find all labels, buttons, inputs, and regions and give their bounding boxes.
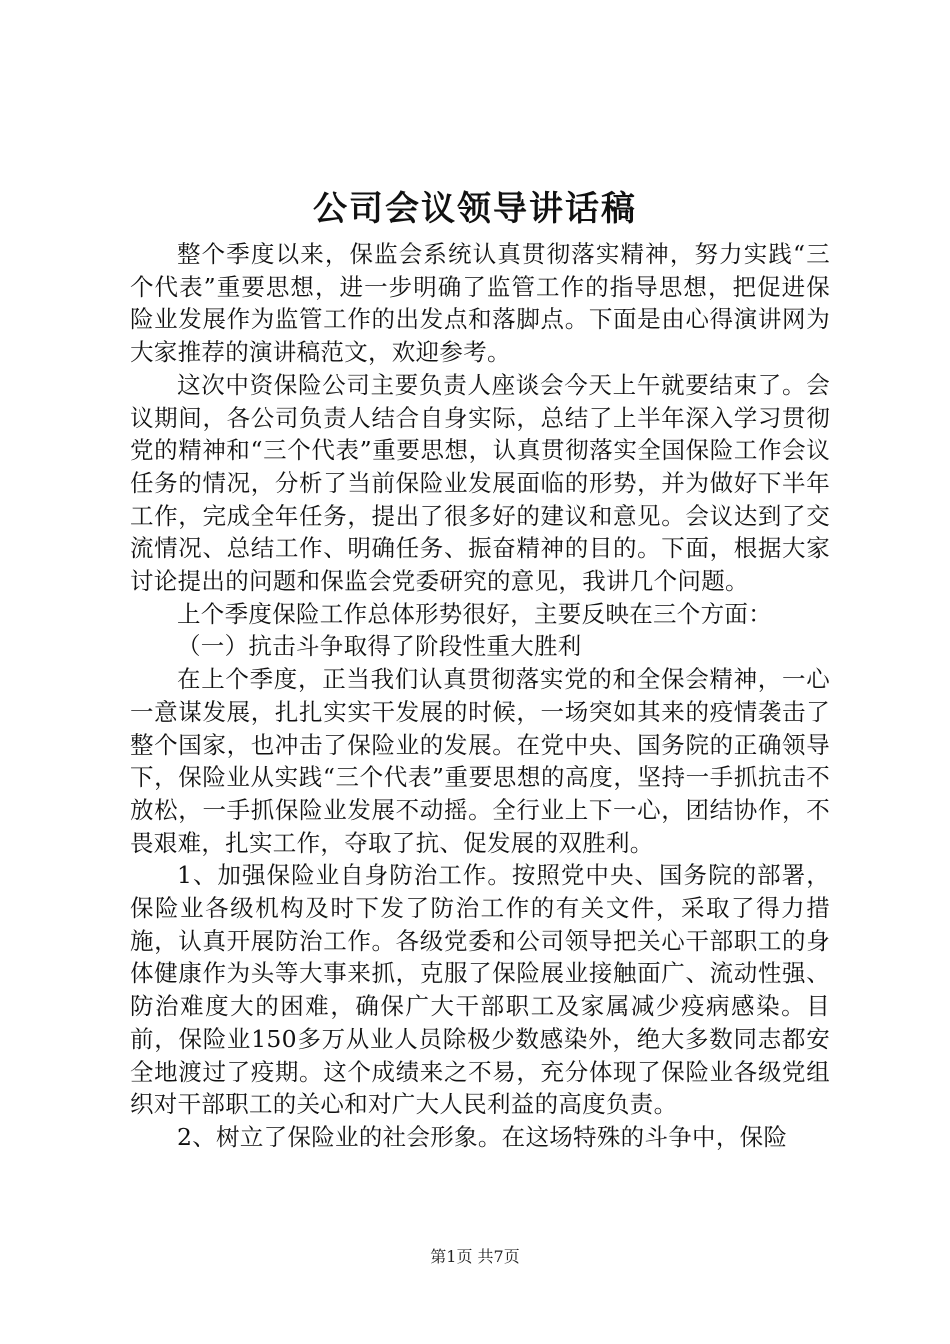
paragraph-overview: 上个季度保险工作总体形势很好，主要反映在三个方面： (177, 599, 772, 628)
paragraph-point-1: 1、加强保险业自身防治工作。按照党中央、国务院的部署，保险业各级机构及时下发了防治工作的有关文件，采取了得力措施，认真开展防治工作。各级党委和公司领导把关心干部职工的身体健康作为头等大事来抓，克服了保险展业接触面广、流动性强、防治难度大的困难，确保广大干部职工及家属减少疫病感染。目前，保险业150多万从业人员除极少数感染外，绝大多数同志都安全地渡过了疫期。这个成绩来之不易，充分体现了保险业各级党组织对干部职工的关心和对广大人民利益的高度负责。 (130, 861, 830, 1119)
document-body (130, 238, 830, 1154)
paragraph-meeting-summary: 这次中资保险公司主要负责人座谈会今天上午就要结束了。会议期间，各公司负责人结合自身实际，总结了上半年深入学习贯彻党的精神和“三个代表”重要思想，认真贯彻落实全国保险工作会议任务的情况，分析了当前保险业发展面临的形势，并为做好下半年工作，完成全年任务，提出了很多好的建议和意见。会议达到了交流情况、总结工作、明确任务、振奋精神的目的。下面，根据大家讨论提出的问题和保监会党委研究的意见，我讲几个问题。 (130, 370, 830, 596)
page-footer: 第1页 共7页 (430, 1247, 520, 1266)
document-title: 公司会议领导讲话稿 (313, 189, 637, 229)
paragraph-intro: 整个季度以来，保监会系统认真贯彻落实精神，努力实践“三个代表”重要思想，进一步明确了监管工作的指导思想，把促进保险业发展作为监管工作的出发点和落脚点。下面是由心得演讲网为大家推荐的演讲稿范文，欢迎参考。 (130, 240, 830, 367)
paragraph-point-2: 2、树立了保险业的社会形象。在这场特殊的斗争中，保险 (177, 1122, 788, 1151)
section-heading-1: （一）抗击斗争取得了阶段性重大胜利 (177, 632, 582, 661)
paragraph-section-1: 在上个季度，正当我们认真贯彻落实党的和全保会精神，一心一意谋发展，扎扎实实干发展的时候，一场突如其来的疫情袭击了整个国家，也冲击了保险业的发展。在党中央、国务院的正确领导下，保险业从实践“三个代表”重要思想的高度，坚持一手抓抗击不放松，一手抓保险业发展不动摇。全行业上下一心，团结协作，不畏艰难，扎实工作，夺取了抗、促发展的双胜利。 (130, 665, 830, 857)
